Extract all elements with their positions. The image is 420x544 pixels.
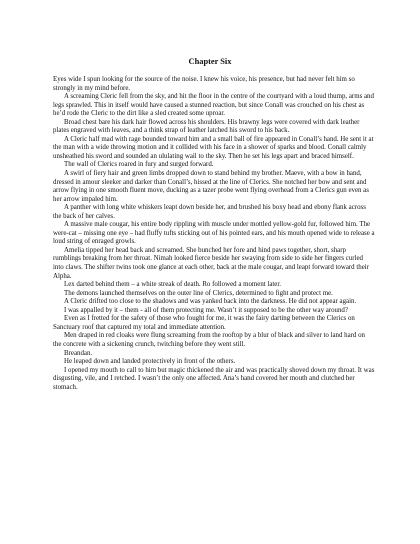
paragraph: The demons launched themselves on the outer line of Clerics, determined to fight and protect me. bbox=[64, 289, 333, 297]
chapter-title: Chapter Six bbox=[188, 57, 232, 66]
paragraph: Eyes wide I spun looking for the source of the noise. I knew his voice, his presence, but had never felt him so strongly in my mind before. bbox=[53, 76, 355, 92]
paragraph: Men draped in red cloaks were flung screaming from the rooftop by a blur of black and silver to land hard on the concrete with a sickening crunch, twitching before they went still. bbox=[53, 332, 365, 348]
paragraph: A Cleric half mad with rage bounded toward him and a small ball of fire appeared in Conall’s hand. He sent it at the man with a wide throwing motion and it collided with his face in a shower of sparks and blood. Conall calmly unsheathed his sword and sounded an ululating wail to the sky. Then he set his legs apart and braced himself. bbox=[53, 135, 374, 160]
paragraph: The wall of Clerics roared in fury and surged forward. bbox=[64, 161, 214, 169]
paragraph: Even as I fretted for the safety of those who fought for me, it was the fairy darting between the Clerics on Sanctuary roof that captured my total and immediate attention. bbox=[53, 315, 355, 331]
paragraph: A Cleric drifted too close to the shadows and was yanked back into the darkness. He did not appear again. bbox=[64, 298, 357, 306]
paragraph: A panther with long white whiskers leapt down beside her, and brushed his boxy head and ebony flank across the back of her calves. bbox=[53, 204, 366, 220]
paragraph: Broad chest bare his dark hair flowed across his shoulders. His brawny legs were covered with dark leather plates engraved with leaves, and a think strap of leather latched his sword to his back. bbox=[53, 118, 360, 135]
paragraph: I was appalled by it – them - all of them protecting me. Wasn’t it supposed to be the other way around? bbox=[64, 306, 348, 314]
paragraph: Breandan. bbox=[64, 349, 93, 357]
paragraph: A massive male cougar, his entire body rippling with muscle under mottled yellow-gold fur, followed him. The were-cat – missing one eye – had fluffy tufts sticking out of his pointed ears, and his mouth opened wide to release a loud string of enraged growls. bbox=[53, 221, 375, 246]
paragraph: I opened my mouth to call to him but magic thickened the air and was practically shoved down my throat. It was disgusting, vile, and I retched. I wasn’t the only one affected. Ana’s hand covered her mouth and clutched her stomach. bbox=[53, 366, 375, 391]
paragraph: A screaming Cleric fell from the sky, and hit the floor in the centre of the courtyard with a loud thump, arms and legs sprawled. This in itself would have caused a stunned reaction, but since Conall was crouched on his chest as he’d rode the Cleric to the dirt like a sled created some uproar. bbox=[53, 93, 374, 118]
paragraph: He leaped down and landed protectively in front of the others. bbox=[64, 358, 236, 366]
paragraph: A swirl of fiery hair and green limbs dropped down to stand behind my brother. Maeve, with a bow in hand, dressed in amour sleeker and darker than Conall’s, hissed at the line of Clerics. She notched her bow and sent and arrow flying in one smooth fluent move, ducking as a tazer probe went flying overhead from a Clerics gun even as her arrow impaled him. bbox=[53, 170, 369, 203]
paragraph: Lex darted behind them – a white streak of death. Ro followed a moment later. bbox=[64, 281, 281, 289]
paragraph: Amelia tipped her head back and screamed. She bunched her fore and hind paws together, short, sharp rumblings breaking from her throat. Nimah looked fierce beside her swaying from side to side her fingers curled into claws. The shifter twins took one glance at each other, back at the male cougar, and leapt forward toward their Alpha. bbox=[53, 246, 369, 280]
chapter-body bbox=[53, 76, 375, 392]
